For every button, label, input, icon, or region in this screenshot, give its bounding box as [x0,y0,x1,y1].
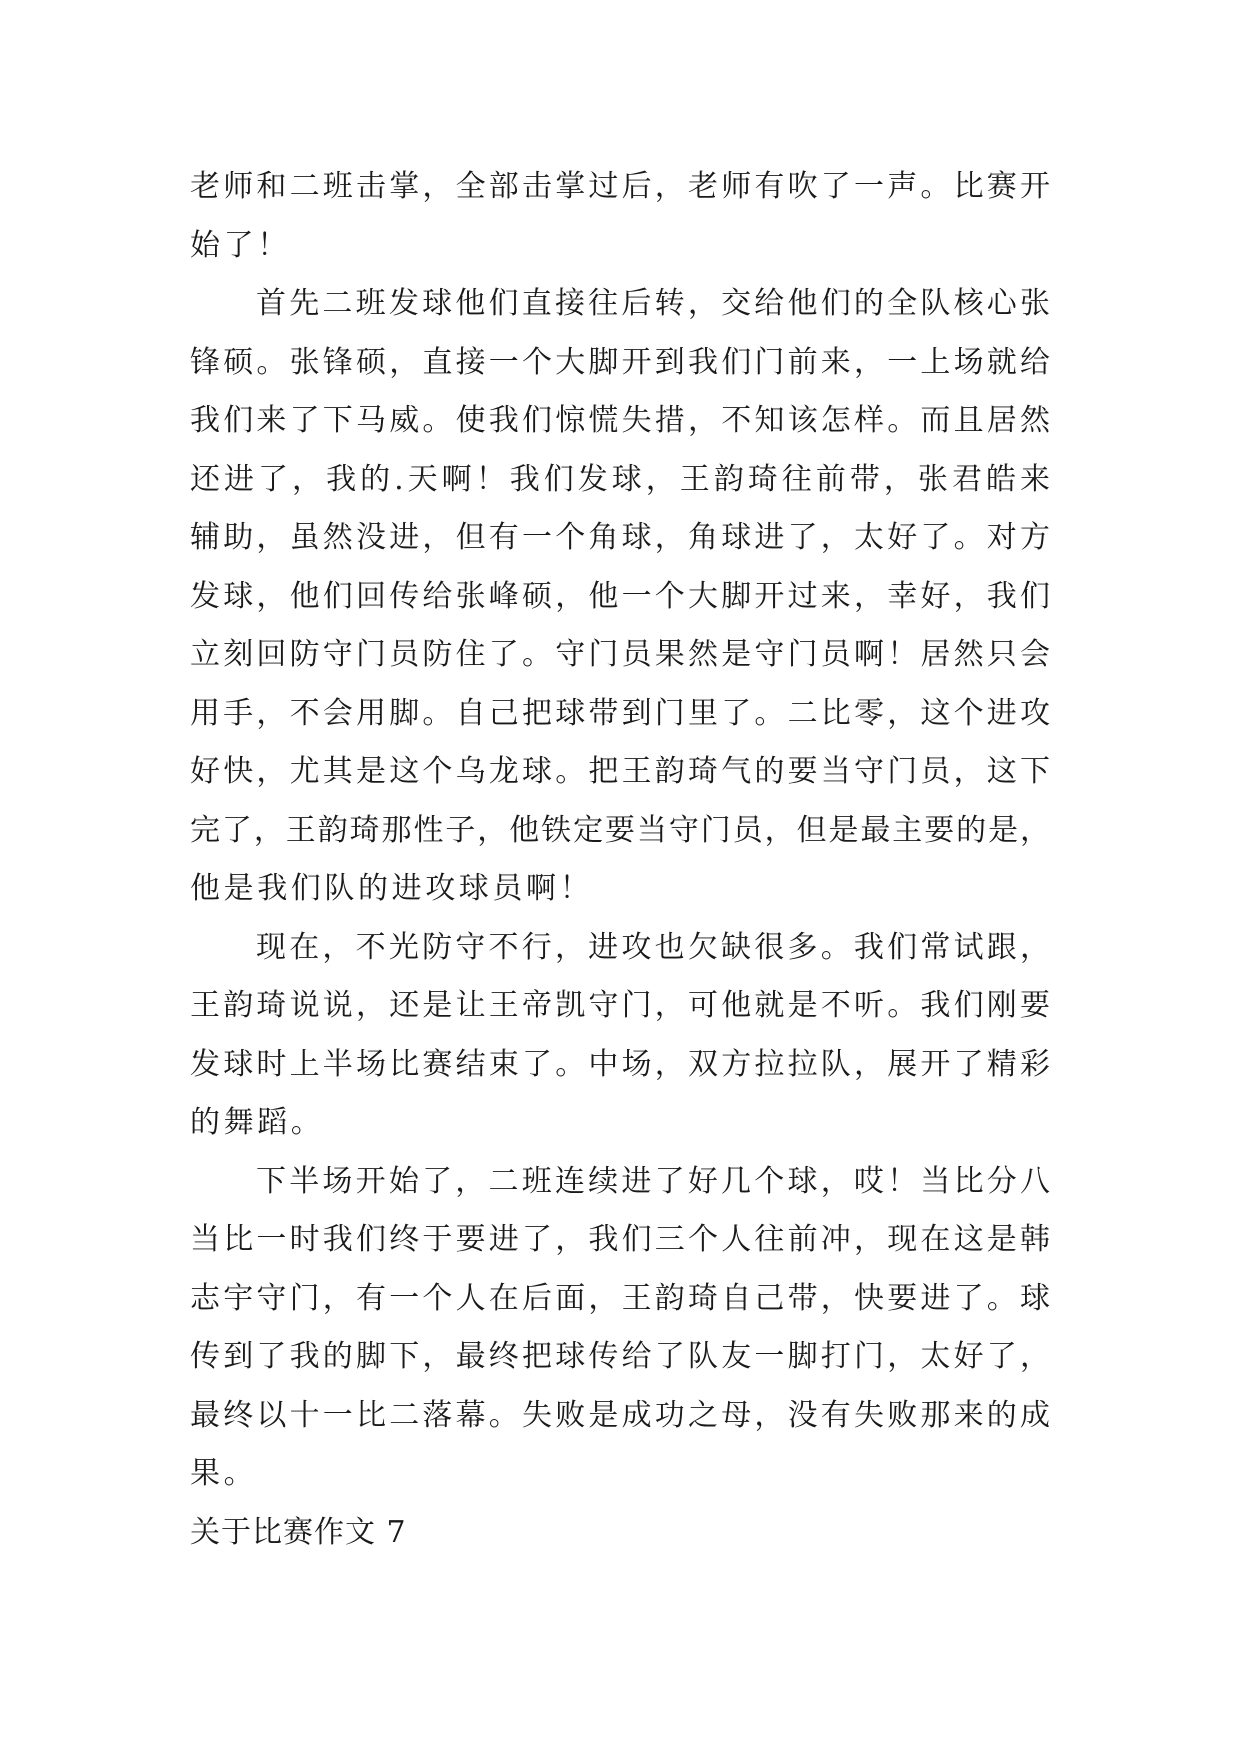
text-line: 锋硕。张锋硕，直接一个大脚开到我们门前来，一上场就给 [190,344,1050,380]
text-line: 的舞蹈。 [190,1105,325,1140]
section-heading: 关于比赛作文 7 [190,1514,407,1550]
text-line: 当比一时我们终于要进了，我们三个人往前冲，现在这是韩 [190,1222,1050,1257]
text-line: 发球时上半场比赛结束了。中场，双方拉拉队，展开了精彩 [190,1046,1050,1082]
text-line: 王韵琦说说，还是让王帝凯守门，可他就是不听。我们刚要 [190,988,1050,1023]
text-line: 好快，尤其是这个乌龙球。把王韵琦气的要当守门员，这下 [190,754,1050,789]
text-line: 志宇守门，有一个人在后面，王韵琦自己带，快要进了。球 [190,1280,1050,1316]
text-line: 完了，王韵琦那性子，他铁定要当守门员，但是最主要的是， [190,812,1050,848]
text-line: 立刻回防守门员防住了。守门员果然是守门员啊！居然只会 [190,637,1050,672]
text-line: 始了！ [190,227,291,263]
paragraph-start-line: 下半场开始了，二班连续进了好几个球，哎！当比分八 [256,1163,1050,1199]
text-line: 传到了我的脚下，最终把球传给了队友一脚打门，太好了， [190,1339,1050,1374]
document-body [190,158,1050,1562]
text-line: 果。 [190,1456,258,1491]
text-line: 辅助，虽然没进，但有一个角球，角球进了，太好了。对方 [190,520,1050,555]
paragraph-start-line: 现在，不光防守不行，进攻也欠缺很多。我们常试跟， [256,929,1050,965]
text-line: 老师和二班击掌，全部击掌过后，老师有吹了一声。比赛开 [190,169,1050,204]
text-line: 发球，他们回传给张峰硕，他一个大脚开过来，幸好，我们 [190,578,1050,614]
text-line: 我们来了下马威。使我们惊慌失措，不知该怎样。而且居然 [190,403,1050,438]
text-line: 最终以十一比二落幕。失败是成功之母，没有失败那来的成 [190,1397,1050,1433]
text-line: 还进了，我的.天啊！我们发球，王韵琦往前带，张君皓来 [190,461,1050,497]
text-line: 他是我们队的进攻球员啊！ [190,871,594,906]
text-line: 用手，不会用脚。自己把球带到门里了。二比零，这个进攻 [190,695,1050,731]
paragraph-start-line: 首先二班发球他们直接往后转，交给他们的全队核心张 [256,286,1050,321]
